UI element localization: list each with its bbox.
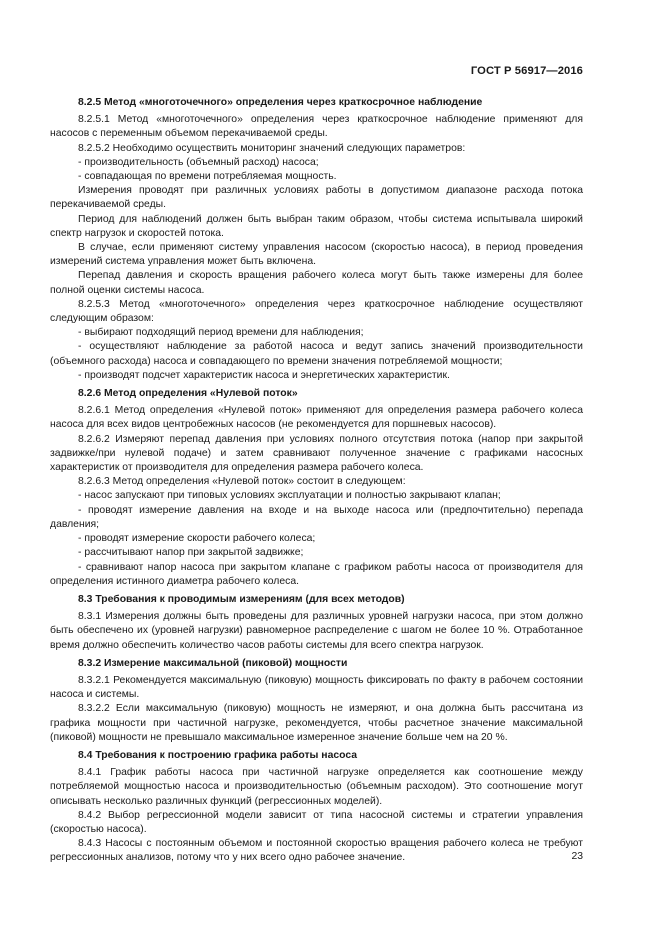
page-number: 23 xyxy=(571,851,583,862)
paragraph: 8.2.6.2 Измеряют перепад давления при условиях полного отсутствия потока (напор при закрытой задвижке/при нулевой подаче) и затем сравнивают полученное значение с графиками насосных характеристик от производителя для определения размера рабочего колеса. xyxy=(50,433,583,474)
list-item: - насос запускают при типовых условиях эксплуатации и полностью закрывают клапан; xyxy=(78,490,501,502)
section-heading: 8.4 Требования к построению графика работы насоса xyxy=(78,749,358,761)
paragraph: Измерения проводят при различных условиях работы в допустимом диапазоне расхода потока перекачиваемой среды. xyxy=(50,185,583,211)
paragraph: Перепад давления и скорость вращения рабочего колеса могут быть также измерены для более полной оценки системы насоса. xyxy=(50,270,583,296)
list-item: - выбирают подходящий период времени для наблюдения; xyxy=(78,327,364,339)
paragraph: 8.4.2 Выбор регрессионной модели зависит от типа насосной системы и стратегии управления (скоростью насоса). xyxy=(50,809,583,835)
section-heading: 8.3 Требования к проводимым измерениям (для всех методов) xyxy=(78,593,405,605)
section-heading: 8.3.2 Измерение максимальной (пиковой) мощности xyxy=(78,657,348,669)
document-code-header: ГОСТ Р 56917—2016 xyxy=(470,65,583,77)
list-item: - рассчитывают напор при закрытой задвижке; xyxy=(78,547,304,559)
paragraph: В случае, если применяют систему управления насосом (скоростью насоса), в период проведения измерений система управления может быть включена. xyxy=(50,242,583,268)
paragraph: 8.3.2.1 Рекомендуется максимальную (пиковую) мощность фиксировать по факту в рабочем состоянии насоса и системы. xyxy=(50,674,583,701)
paragraph: Период для наблюдений должен быть выбран таким образом, чтобы система испытывала широкий спектр нагрузок и скоростей потока. xyxy=(50,213,583,239)
paragraph: 8.3.2.2 Если максимальную (пиковую) мощность не измеряют, и она должна быть рассчитана из графика мощности при частичной нагрузке, рекомендуется, чтобы расчетное значение максимальной (пиковой) мощности не превышало максимальное измеренное значение больше чем на 20 %. xyxy=(50,703,583,743)
paragraph: 8.2.5.3 Метод «многоточечного» определения через краткосрочное наблюдение осуществляют следующим образом: xyxy=(50,298,583,325)
paragraph: 8.2.6.3 Метод определения «Нулевой поток» состоит в следующем: xyxy=(78,476,406,488)
paragraph: 8.4.1 График работы насоса при частичной нагрузке определяется как соотношение между потребляемой мощностью насоса и производительностью (объемным расходом). Это соотношение могут описывать несколько различных функций (регрессионных моделей). xyxy=(50,767,583,807)
section-heading: 8.2.6 Метод определения «Нулевой поток» xyxy=(78,388,298,400)
paragraph: 8.2.6.1 Метод определения «Нулевой поток» применяют для определения размера рабочего колеса насоса для всех видов центробежных насосов (не рекомендуется для поршневых насосов). xyxy=(50,405,583,431)
list-item: - производят подсчет характеристик насоса и энергетических характеристик. xyxy=(78,369,450,381)
paragraph: 8.3.1 Измерения должны быть проведены для различных уровней нагрузки насоса, при этом должно быть обеспечено их (уровней нагрузки) равномерное распределение с шагом не более 10 %. Отработанное время должно обеспечить количество часов работы системы для всего спектра нагрузок. xyxy=(50,611,583,651)
list-item: - проводят измерение давления на входе и на выходе насоса или (предпочтительно) перепада давления; xyxy=(50,504,583,530)
section-heading: 8.2.5 Метод «многоточечного» определения через краткосрочное наблюдение xyxy=(78,97,483,108)
list-item: - проводят измерение скорости рабочего колеса; xyxy=(78,533,316,545)
list-item: - сравнивают напор насоса при закрытом клапане с графиком работы насоса от производителя для определения истинного диаметра рабочего колеса. xyxy=(50,561,583,587)
paragraph: 8.2.5.2 Необходимо осуществить мониторинг значений следующих параметров: xyxy=(78,142,466,154)
list-item: - осуществляют наблюдение за работой насоса и ведут запись значений производительности (объемного расхода) насоса и совпадающего по времени значения потребляемой мощности; xyxy=(50,341,583,367)
paragraph: 8.4.3 Насосы с постоянным объемом и постоянной скоростью вращения рабочего колеса не требуют регрессионных анализов, потому что у них всего одно рабочее значение. xyxy=(50,838,583,864)
document-body xyxy=(50,92,583,866)
paragraph: 8.2.5.1 Метод «многоточечного» определения через краткосрочное наблюдение применяют для насосов с переменным объемом перекачиваемой среды. xyxy=(50,114,583,140)
list-item: - производительность (объемный расход) насоса; xyxy=(78,156,319,168)
list-item: - совпадающая по времени потребляемая мощность. xyxy=(78,171,337,183)
